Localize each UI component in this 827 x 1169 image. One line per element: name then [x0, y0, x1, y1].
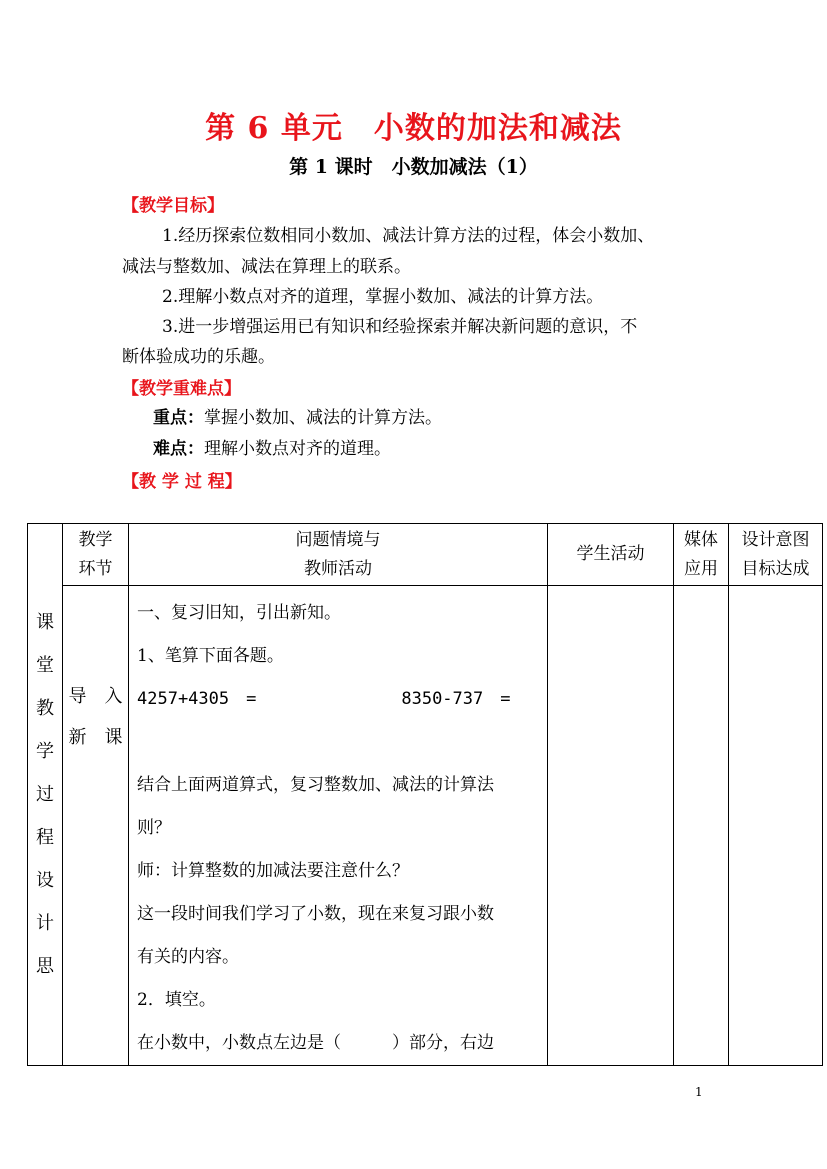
content-line: 有关的内容。 — [137, 947, 239, 967]
teacher-activity-cell — [129, 586, 548, 1066]
vertical-char: 思 — [36, 956, 54, 977]
difficult-point-label: 难点： — [153, 439, 204, 459]
header-teacher-activity — [129, 524, 548, 586]
header-design — [729, 524, 823, 586]
content-line: 一、复习旧知，引出新知。 — [137, 603, 341, 623]
goal-line-3: 2.理解小数点对齐的道理，掌握小数加、减法的计算方法。 — [162, 287, 604, 307]
blank-line — [137, 721, 539, 764]
page-number: 1 — [695, 1085, 703, 1099]
media-cell — [674, 586, 729, 1066]
header-stage-line2: 环节 — [78, 558, 113, 579]
stage-cell — [63, 586, 129, 1066]
key-point-label: 重点： — [153, 408, 204, 428]
content-line: 这一段时间我们学习了小数，现在来复习跟小数 — [137, 904, 494, 924]
vertical-char: 计 — [36, 913, 54, 934]
key-point-text: 掌握小数加、减法的计算方法。 — [204, 408, 442, 428]
vertical-char: 过 — [36, 784, 54, 805]
vertical-char: 堂 — [36, 655, 54, 676]
design-cell — [729, 586, 823, 1066]
difficult-point — [153, 434, 391, 465]
content-line: 师：计算整数的加减法要注意什么？ — [137, 861, 409, 881]
header-stage-line1: 教学 — [78, 529, 113, 550]
goal-line-1: 1.经历探索位数相同小数加、减法计算方法的过程，体会小数加、 — [162, 226, 655, 246]
lesson-process-table — [27, 523, 823, 1066]
section-process-heading: 【教 学 过 程】 — [122, 472, 242, 492]
vertical-char: 课 — [36, 612, 54, 633]
stage-label-line1: 导 入 — [68, 686, 123, 707]
header-media — [674, 524, 729, 586]
goal-line-4: 3.进一步增强运用已有知识和经验探索并解决新问题的意识，不 — [162, 317, 638, 337]
content-line: 1、笔算下面各题。 — [137, 646, 284, 666]
header-student-activity: 学生活动 — [548, 524, 674, 586]
goal-line-2: 减法与整数加、减法在算理上的联系。 — [122, 257, 411, 277]
key-point — [153, 403, 442, 434]
header-teacher-line2: 教师活动 — [304, 558, 372, 579]
header-design-line1: 设计意图 — [741, 529, 810, 550]
section-keypoints-heading: 【教学重难点】 — [122, 379, 241, 399]
equation-2: 8350-737 = — [401, 689, 511, 709]
vertical-char: 程 — [36, 827, 54, 848]
goal-line-5: 断体验成功的乐趣。 — [122, 347, 275, 367]
difficult-point-text: 理解小数点对齐的道理。 — [204, 439, 391, 459]
header-teacher-line1: 问题情境与 — [295, 529, 381, 550]
content-line: 2．填空。 — [137, 990, 216, 1010]
vertical-char: 学 — [36, 741, 54, 762]
table-row — [28, 586, 823, 1066]
page-title: 第 6 单元 小数的加法和减法 — [205, 111, 622, 146]
vertical-char: 教 — [36, 698, 54, 719]
section-goals-heading: 【教学目标】 — [122, 196, 224, 216]
equation-1: 4257+4305 = — [137, 689, 257, 709]
vertical-label-cell — [28, 524, 63, 1066]
header-design-line2: 目标达成 — [741, 558, 810, 579]
header-stage — [63, 524, 129, 586]
header-media-line1: 媒体 — [684, 529, 718, 550]
equation-row — [137, 678, 539, 721]
content-line: 则？ — [137, 818, 171, 838]
lesson-subtitle: 第 1 课时 小数加减法（1） — [289, 156, 538, 178]
student-activity-cell — [548, 586, 674, 1066]
stage-label-line2: 新 课 — [68, 727, 123, 748]
content-line: 结合上面两道算式，复习整数加、减法的计算法 — [137, 775, 494, 795]
header-media-line2: 应用 — [684, 558, 718, 579]
content-line: 在小数中，小数点左边是（ ）部分，右边 — [137, 1033, 494, 1053]
table-header-row — [28, 524, 823, 586]
vertical-char: 设 — [36, 870, 54, 891]
